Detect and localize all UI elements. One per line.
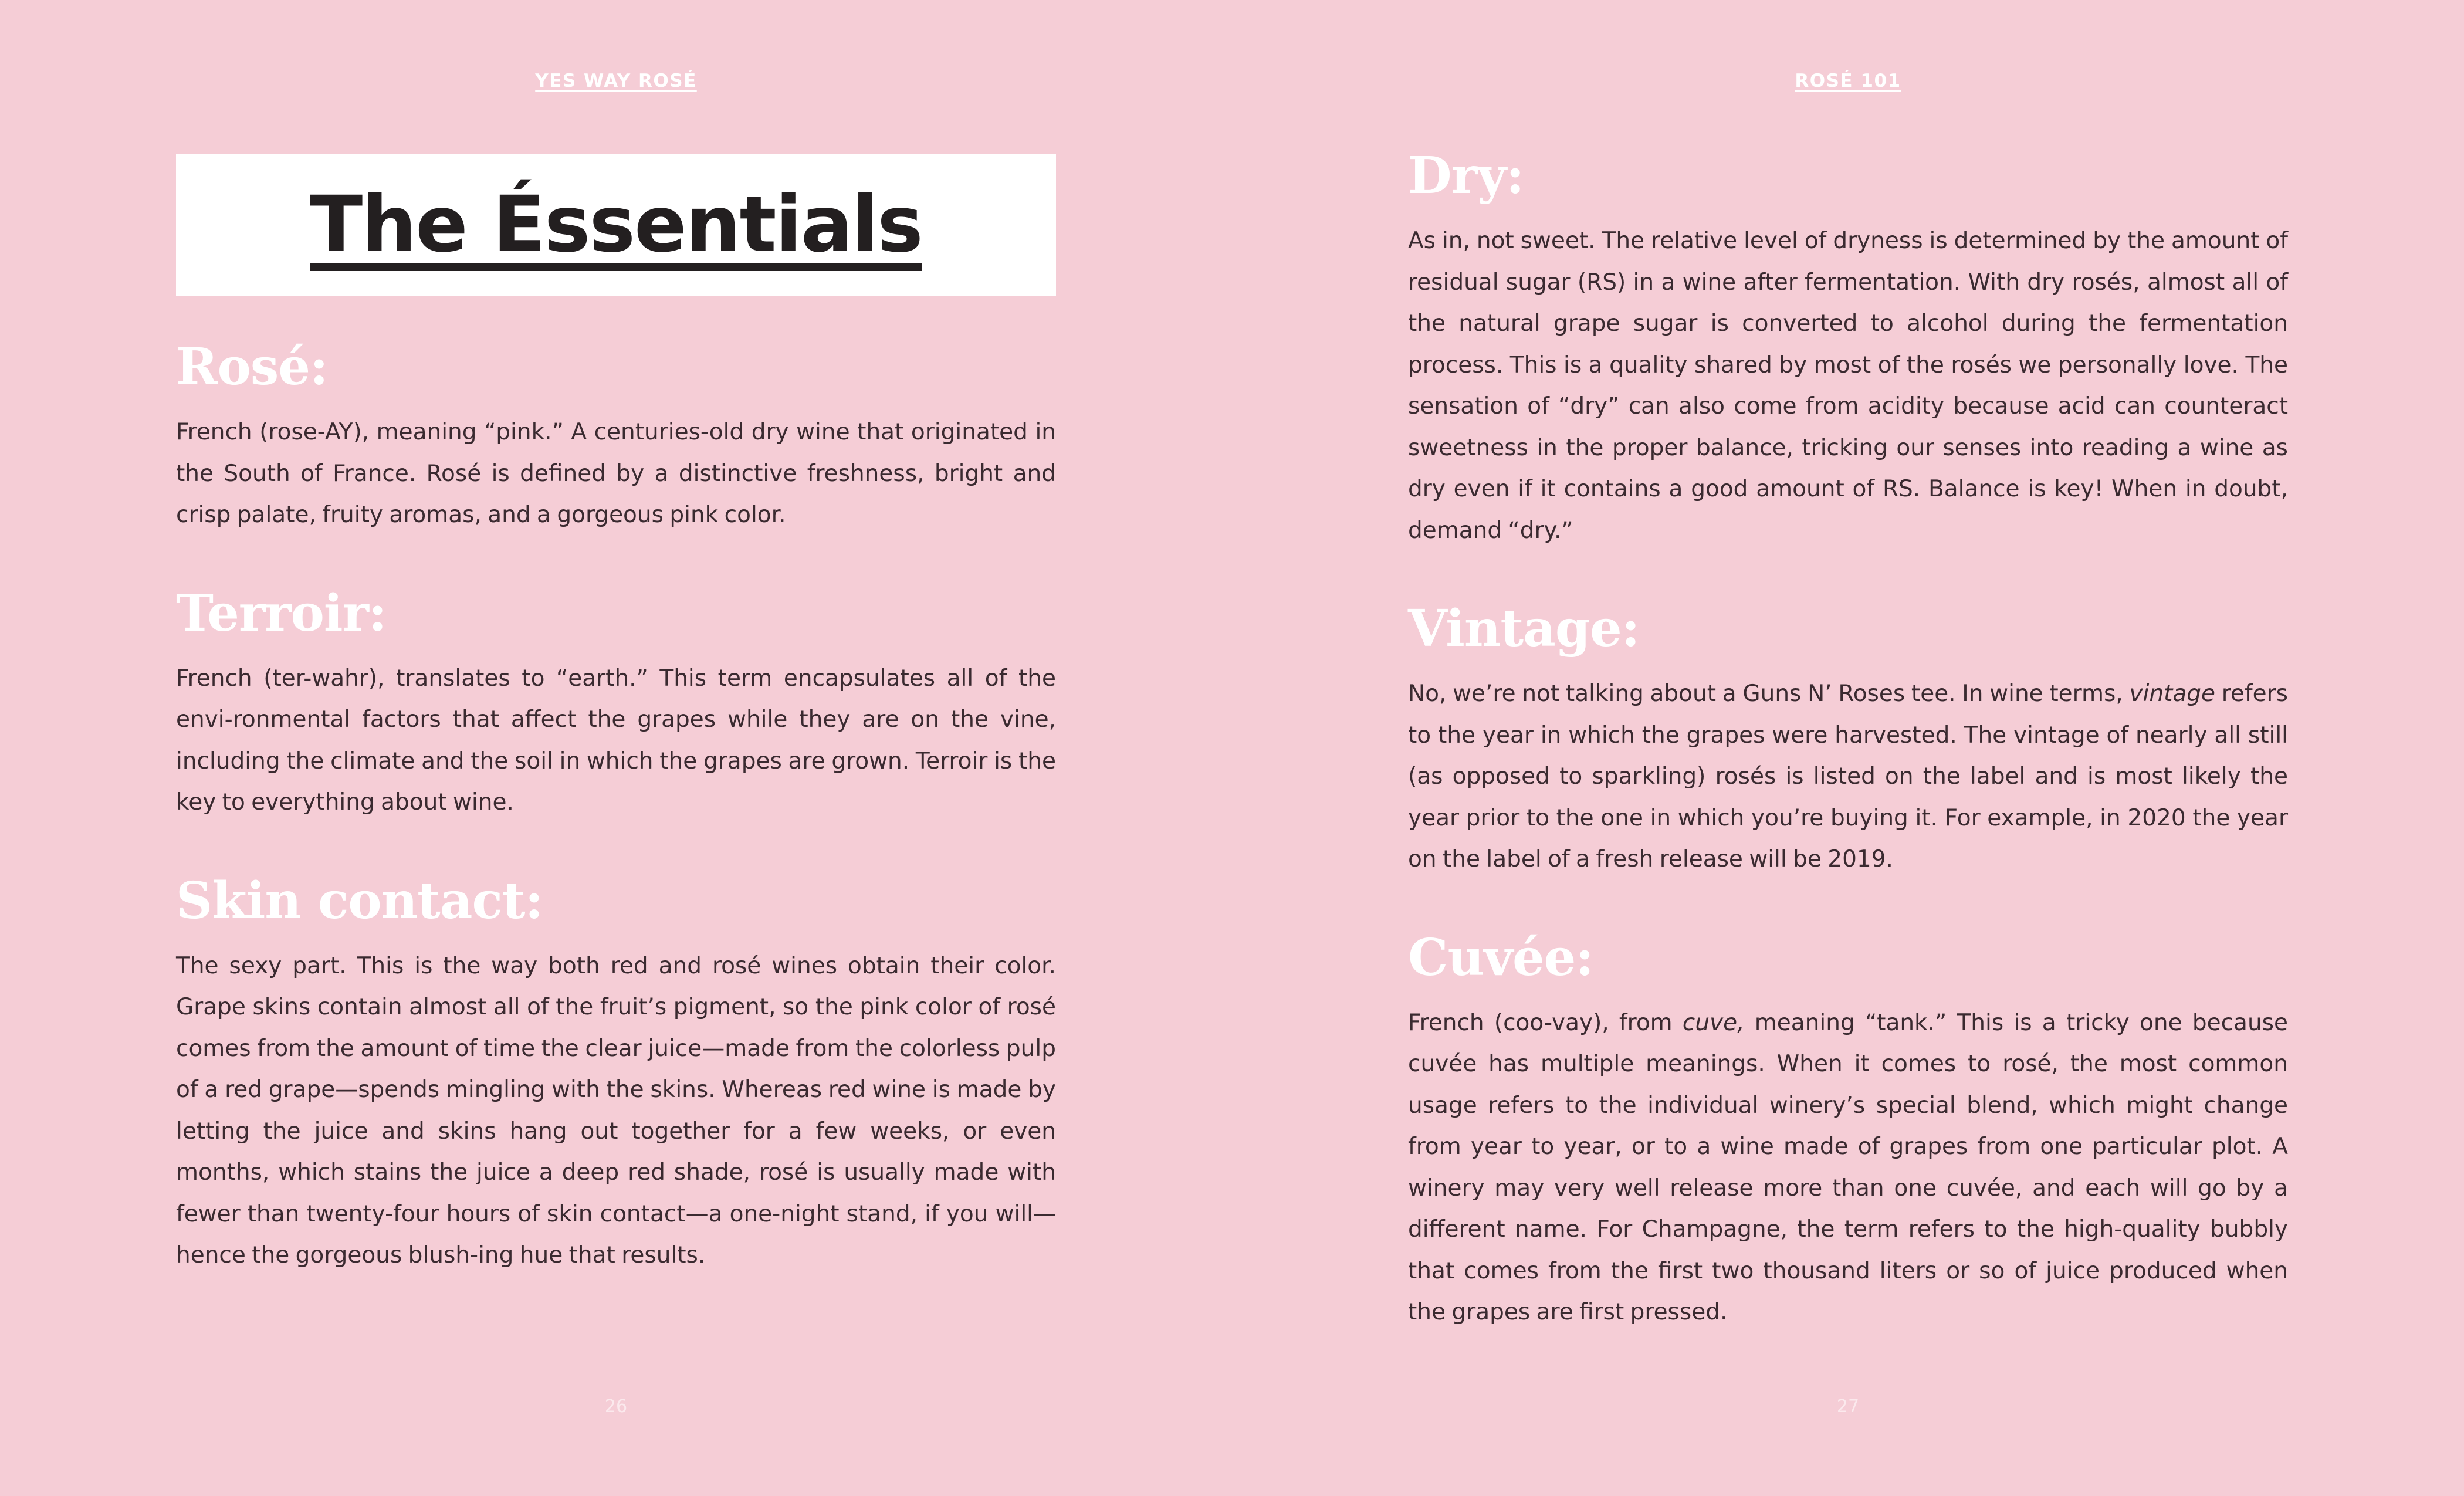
term-heading: Rosé: <box>176 337 328 397</box>
entry-cuvee <box>1408 929 2288 1333</box>
definition-text: meaning “tank.” This is a tricky one because cuvée has multiple meanings. When it comes to rosé, the most common usage refers to the individual winery’s special blend, which might change from year to year, or to a wine made of grapes from one particular plot. A winery may very well release more than one cuvée, and each will go by a different name. For Champagne, the term refers to the high-quality bubbly that comes from the first two thousand liters or so of juice produced when the grapes are first pressed. <box>1408 1009 2288 1325</box>
term-heading: Skin contact: <box>176 871 543 930</box>
definition-italic: cuve, <box>1682 1009 1745 1036</box>
term-heading: Dry: <box>1408 146 1524 205</box>
title-banner <box>176 154 1056 296</box>
term-definition: French (ter-wahr), translates to “earth.” This term encapsulates all of the envi-ronmental factors that affect the grapes while they are on the vine, including the climate and the soil in which the grapes are grown. Terroir is the key to everything about wine. <box>176 665 1056 815</box>
page-title: The Éssentials <box>310 180 922 270</box>
entry-terroir <box>176 584 1056 824</box>
right-page <box>1232 0 2464 1496</box>
left-column <box>176 154 1056 1325</box>
running-head-left: YES WAY ROSÉ <box>535 70 697 92</box>
running-head-right: ROSÉ 101 <box>1795 70 1901 92</box>
page-number-right: 27 <box>1836 1396 1860 1417</box>
entry-vintage <box>1408 600 2288 881</box>
entry-skin-contact <box>176 872 1056 1277</box>
entry-rose <box>176 338 1056 536</box>
definition-text: French (coo-vay), from <box>1408 1009 1683 1036</box>
definition-text: No, we’re not talking about a Guns N’ Roses tee. In wine terms, <box>1408 681 2130 707</box>
definition-italic: vintage <box>2129 681 2216 707</box>
term-definition: As in, not sweet. The relative level of dryness is determined by the amount of residual sugar (RS) in a wine after fermentation. With dry rosés, almost all of the natural grape sugar is converted to alcohol during the fermentation process. This is a quality shared by most of the rosés we personally love. The sensation of “dry” can also come from acidity because acid can counteract sweetness in the proper balance, tricking our senses into reading a wine as dry even if it contains a good amount of RS. Balance is key! When in doubt, demand “dry.” <box>1408 228 2288 544</box>
page-number-left: 26 <box>604 1396 628 1417</box>
term-definition <box>1408 673 2288 881</box>
term-definition: French (rose-AY), meaning “pink.” A centuries-old dry wine that originated in the South of France. Rosé is defined by a distinctive freshness, bright and crisp palate, fruity aromas, and a gorgeous pink color. <box>176 419 1056 528</box>
term-heading: Vintage: <box>1408 599 1640 658</box>
entry-dry <box>1408 147 2288 551</box>
right-column <box>1408 147 2288 1382</box>
term-definition <box>1408 1003 2288 1333</box>
term-definition: The sexy part. This is the way both red and rosé wines obtain their color. Grape skins contain almost all of the fruit’s pigment, so the pink color of rosé comes from the amount of time the clear juice—made from the colorless pulp of a red grape—spends mingling with the skins. Whereas red wine is made by letting the juice and skins hang out together for a few weeks, or even months, which stains the juice a deep red shade, rosé is usually made with fewer than twenty-four hours of skin contact—a one-night stand, if you will—hence the gorgeous blush-ing hue that results. <box>176 952 1056 1268</box>
term-heading: Terroir: <box>176 583 387 643</box>
definition-text: refers to the year in which the grapes were harvested. The vintage of nearly all still (as opposed to sparkling) rosés is listed on the label and is most likely the year prior to the one in which you’re buying it. For example, in 2020 the year on the label of a fresh release will be 2019. <box>1408 681 2288 872</box>
term-heading: Cuvée: <box>1408 928 1594 987</box>
